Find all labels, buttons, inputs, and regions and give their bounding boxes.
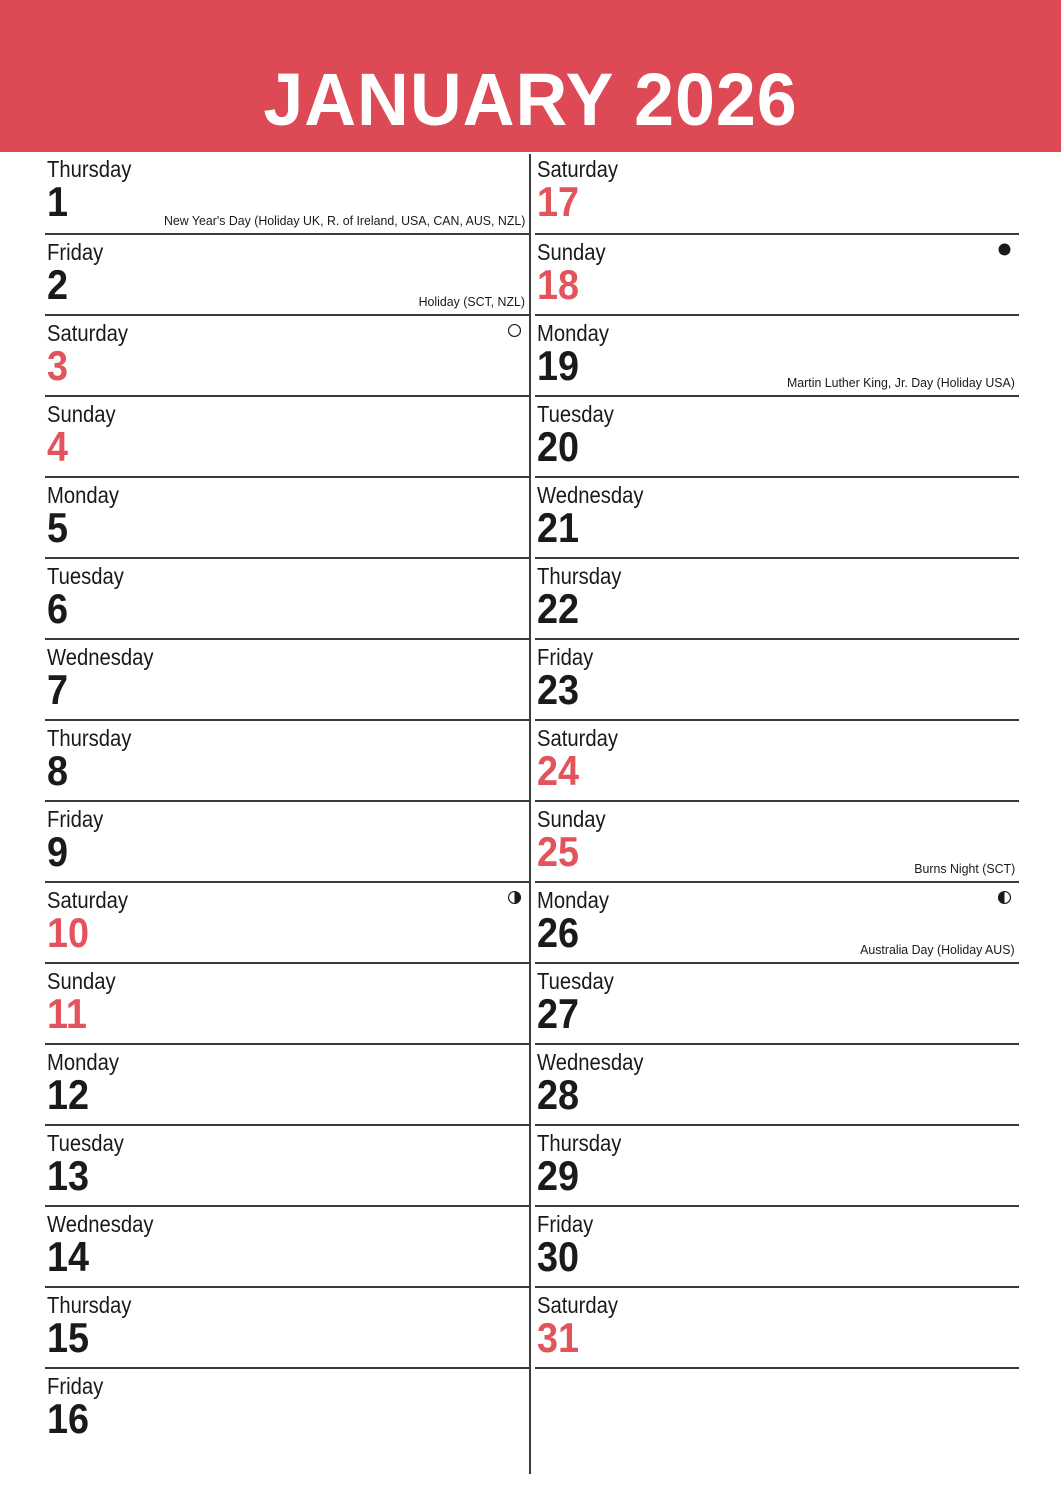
calendar-day-row[interactable] — [45, 1367, 529, 1448]
day-number: 9 — [47, 828, 69, 875]
weekday-label: Saturday — [47, 320, 129, 346]
calendar-day-row[interactable] — [535, 395, 1019, 476]
weekday-label: Wednesday — [537, 1049, 644, 1075]
day-number: 17 — [537, 178, 580, 225]
calendar-day-row[interactable] — [535, 1205, 1019, 1286]
weekday-label: Friday — [47, 1373, 104, 1399]
weekday-label: Friday — [47, 239, 104, 265]
weekday-label: Tuesday — [537, 968, 614, 994]
weekday-label: Saturday — [47, 887, 129, 913]
day-number: 15 — [47, 1314, 90, 1361]
weekday-label: Friday — [537, 644, 594, 670]
new-moon-icon — [996, 241, 1013, 258]
page-title: JANUARY 2026 — [263, 58, 798, 141]
day-number: 23 — [537, 666, 580, 713]
calendar-column-left — [45, 152, 529, 1500]
calendar-day-row[interactable] — [45, 1043, 529, 1124]
calendar-column-right — [535, 152, 1019, 1500]
weekday-label: Friday — [47, 806, 104, 832]
calendar-day-row[interactable] — [535, 800, 1019, 881]
weekday-label: Saturday — [537, 1292, 619, 1318]
calendar-day-row[interactable] — [535, 1124, 1019, 1205]
calendar-day-row[interactable] — [45, 800, 529, 881]
day-number: 27 — [537, 990, 580, 1037]
day-number: 7 — [47, 666, 69, 713]
weekday-label: Sunday — [537, 239, 606, 265]
day-number: 29 — [537, 1152, 580, 1199]
holiday-note: New Year's Day (Holiday UK, R. of Ireland, USA, CAN, AUS, NZL) — [163, 213, 525, 228]
calendar-day-row[interactable] — [535, 1043, 1019, 1124]
calendar-day-row[interactable] — [45, 1124, 529, 1205]
weekday-label: Thursday — [47, 156, 132, 182]
weekday-label: Sunday — [537, 806, 606, 832]
day-number: 19 — [537, 342, 580, 389]
calendar-day-row[interactable] — [45, 1286, 529, 1367]
calendar-day-row[interactable] — [535, 476, 1019, 557]
calendar-day-row[interactable] — [45, 638, 529, 719]
day-number: 16 — [47, 1395, 90, 1442]
day-number: 21 — [537, 504, 580, 551]
month-header-banner — [0, 0, 1061, 152]
day-number: 22 — [537, 585, 580, 632]
calendar-day-row[interactable] — [45, 1205, 529, 1286]
calendar-body — [0, 152, 1061, 1500]
day-number: 3 — [47, 342, 69, 389]
day-number: 11 — [47, 990, 87, 1037]
weekday-label: Tuesday — [537, 401, 614, 427]
weekday-label: Tuesday — [47, 1130, 124, 1156]
calendar-row-empty[interactable] — [535, 1367, 1019, 1448]
weekday-label: Thursday — [537, 1130, 622, 1156]
holiday-note: Australia Day (Holiday AUS) — [860, 942, 1015, 957]
day-number: 28 — [537, 1071, 580, 1118]
day-number: 31 — [537, 1314, 580, 1361]
weekday-label: Wednesday — [537, 482, 644, 508]
calendar-day-row[interactable] — [535, 1286, 1019, 1367]
calendar-day-row[interactable] — [535, 233, 1019, 314]
calendar-day-row[interactable] — [535, 314, 1019, 395]
day-number: 26 — [537, 909, 580, 956]
weekday-label: Wednesday — [47, 644, 154, 670]
weekday-label: Thursday — [537, 563, 622, 589]
calendar-day-row[interactable] — [45, 152, 529, 233]
day-number: 8 — [47, 747, 69, 794]
weekday-label: Monday — [537, 320, 610, 346]
day-number: 30 — [537, 1233, 580, 1280]
day-number: 10 — [47, 909, 90, 956]
calendar-day-row[interactable] — [535, 152, 1019, 233]
last-quarter-moon-icon — [506, 889, 523, 906]
day-number: 12 — [47, 1071, 90, 1118]
day-number: 25 — [537, 828, 580, 875]
day-number: 5 — [47, 504, 69, 551]
first-quarter-moon-icon — [996, 889, 1013, 906]
weekday-label: Thursday — [47, 725, 132, 751]
day-number: 13 — [47, 1152, 90, 1199]
weekday-label: Sunday — [47, 968, 116, 994]
day-number: 18 — [537, 261, 580, 308]
weekday-label: Thursday — [47, 1292, 132, 1318]
day-number: 2 — [47, 261, 69, 308]
calendar-day-row[interactable] — [45, 962, 529, 1043]
day-number: 24 — [537, 747, 580, 794]
calendar-day-row[interactable] — [535, 638, 1019, 719]
calendar-day-row[interactable] — [535, 557, 1019, 638]
calendar-day-row[interactable] — [45, 476, 529, 557]
full-moon-icon — [506, 322, 523, 339]
weekday-label: Wednesday — [47, 1211, 154, 1237]
weekday-label: Monday — [537, 887, 610, 913]
calendar-day-row[interactable] — [45, 719, 529, 800]
calendar-day-row[interactable] — [535, 719, 1019, 800]
day-number: 6 — [47, 585, 69, 632]
day-number: 20 — [537, 423, 580, 470]
weekday-label: Tuesday — [47, 563, 124, 589]
weekday-label: Monday — [47, 482, 120, 508]
holiday-note: Burns Night (SCT) — [914, 861, 1015, 876]
calendar-day-row[interactable] — [45, 395, 529, 476]
calendar-day-row[interactable] — [535, 962, 1019, 1043]
weekday-label: Friday — [537, 1211, 594, 1237]
column-divider — [529, 154, 531, 1474]
holiday-note: Holiday (SCT, NZL) — [418, 294, 525, 309]
calendar-day-row[interactable] — [535, 881, 1019, 962]
calendar-day-row[interactable] — [45, 314, 529, 395]
weekday-label: Saturday — [537, 156, 619, 182]
weekday-label: Saturday — [537, 725, 619, 751]
holiday-note: Martin Luther King, Jr. Day (Holiday USA) — [787, 375, 1015, 390]
calendar-day-row[interactable] — [45, 233, 529, 314]
weekday-label: Monday — [47, 1049, 120, 1075]
day-number: 4 — [47, 423, 69, 470]
calendar-day-row[interactable] — [45, 881, 529, 962]
calendar-day-row[interactable] — [45, 557, 529, 638]
weekday-label: Sunday — [47, 401, 116, 427]
day-number: 14 — [47, 1233, 90, 1280]
day-number: 1 — [47, 178, 69, 225]
